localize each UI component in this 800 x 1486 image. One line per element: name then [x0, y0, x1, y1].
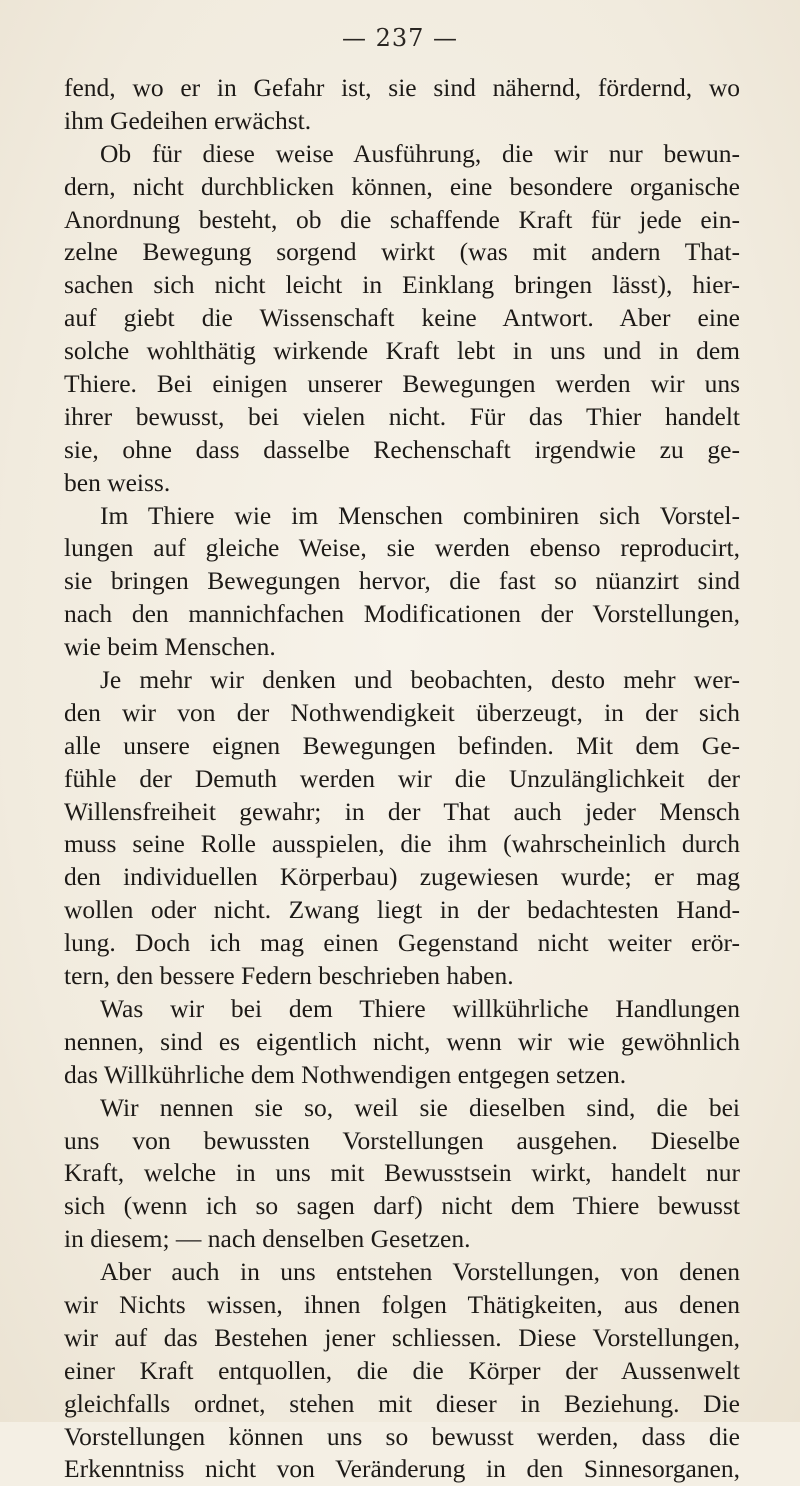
text-line: wir Nichts wissen, ihnen folgen Thätigkeiten, aus denen — [64, 1289, 740, 1319]
text-line: ben weiss. — [64, 467, 171, 497]
text-line: Thiere. Bei einigen unserer Bewegungen werden wir uns — [64, 369, 740, 399]
text-line: lung. Doch ich mag einen Gegenstand nicht weiter erör- — [64, 928, 740, 958]
text-line: dern, nicht durchblicken können, eine besondere organische — [64, 171, 740, 201]
text-line: fühle der Demuth werden wir die Unzulänglichkeit der — [64, 763, 740, 793]
text-line: lungen auf gleiche Weise, sie werden ebenso reproducirt, — [64, 533, 740, 563]
text-line: wie beim Menschen. — [64, 632, 276, 662]
text-line: sie, ohne dass dasselbe Rechenschaft irgendwie zu ge- — [64, 434, 740, 464]
text-line: fend, wo er in Gefahr ist, sie sind nähernd, fördernd, wo — [64, 73, 740, 102]
text-line: auf giebt die Wissenschaft keine Antwort. Aber eine — [64, 303, 740, 333]
text-line: Im Thiere wie im Menschen combiniren sich Vorstel- — [100, 500, 740, 530]
text-line: Vorstellungen können uns so bewusst werden, dass die — [64, 1421, 740, 1451]
text-line: Willensfreiheit gewahr; in der That auch jeder Mensch — [64, 796, 740, 826]
text-line: den wir von der Nothwendigkeit überzeugt, in der sich — [64, 697, 740, 727]
text-line: sachen sich nicht leicht in Einklang bringen lässt), hier- — [64, 270, 740, 300]
text-line: wir auf das Bestehen jener schliessen. Diese Vorstellungen, — [64, 1322, 740, 1352]
text-line: in diesem; — nach denselben Gesetzen. — [64, 1224, 471, 1254]
text-line: uns von bewussten Vorstellungen ausgehen. Dieselbe — [64, 1125, 740, 1155]
text-line: nennen, sind es eigentlich nicht, wenn wir wie gewöhnlich — [64, 1026, 740, 1056]
text-line: Je mehr wir denken und beobachten, desto mehr wer- — [100, 665, 740, 695]
text-line: sich (wenn ich so sagen darf) nicht dem Thiere bewusst — [64, 1191, 740, 1221]
text-line: einer Kraft entquollen, die die Körper der Aussenwelt — [64, 1355, 740, 1385]
body-text — [64, 72, 740, 1486]
text-line: Kraft, welche in uns mit Bewusstsein wirkt, handelt nur — [64, 1158, 740, 1188]
text-line: Ob für diese weise Ausführung, die wir nur bewun- — [100, 138, 740, 168]
text-line: sie bringen Bewegungen hervor, die fast so nüanzirt sind — [64, 566, 740, 596]
text-line: alle unsere eignen Bewegungen befinden. Mit dem Ge- — [64, 730, 740, 760]
text-line: wollen oder nicht. Zwang liegt in der bedachtesten Hand- — [64, 895, 740, 925]
text-line: Aber auch in uns entstehen Vorstellungen, von denen — [100, 1257, 740, 1287]
text-line: gleichfalls ordnet, stehen mit dieser in Beziehung. Die — [64, 1388, 740, 1418]
text-line: tern, den bessere Federn beschrieben haben. — [64, 961, 514, 991]
page-number: — 237 — — [341, 24, 459, 52]
text-line: das Willkührliche dem Nothwendigen entgegen setzen. — [64, 1059, 627, 1089]
text-line: ihrer bewusst, bei vielen nicht. Für das Thier handelt — [64, 401, 740, 431]
text-line: solche wohlthätig wirkende Kraft lebt in uns und in dem — [64, 336, 740, 366]
text-line: muss seine Rolle ausspielen, die ihm (wahrscheinlich durch — [64, 829, 740, 859]
text-line: Was wir bei dem Thiere willkührliche Handlungen — [100, 993, 740, 1023]
text-line: zelne Bewegung sorgend wirkt (was mit andern That- — [64, 237, 740, 267]
text-line: den individuellen Körperbau) zugewiesen wurde; er mag — [64, 862, 740, 892]
text-line: Anordnung besteht, ob die schaffende Kraft für jede ein- — [64, 204, 740, 234]
text-line: Erkenntniss nicht von Veränderung in den Sinnesorganen, — [64, 1454, 740, 1484]
text-line: ihm Gedeihen erwächst. — [64, 105, 312, 135]
text-line: nach den mannichfachen Modificationen der Vorstellungen, — [64, 599, 740, 629]
text-line: Wir nennen sie so, weil sie dieselben sind, die bei — [100, 1092, 740, 1122]
